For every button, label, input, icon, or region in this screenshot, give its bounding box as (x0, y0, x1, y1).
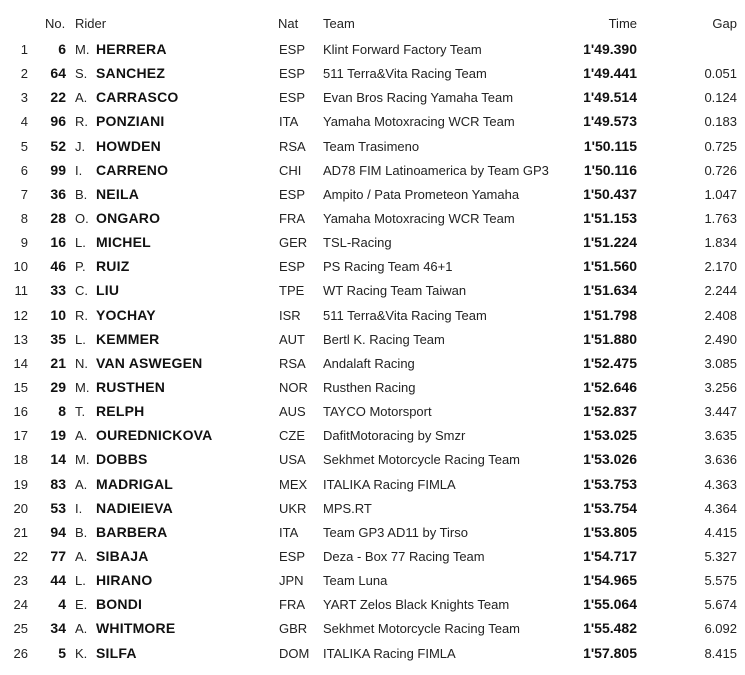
rider-initial: R. (75, 114, 88, 130)
rider-number: 77 (50, 547, 66, 564)
rider-surname: BONDI (96, 596, 143, 613)
nationality-cell: FRA (279, 210, 305, 226)
rider-initial: K. (75, 645, 88, 661)
gap-cell: 4.363 (704, 476, 737, 492)
team-cell: TAYCO Motorsport (323, 404, 432, 420)
gap-cell: 0.124 (704, 90, 737, 106)
team-cell: Yamaha Motoxracing WCR Team (323, 114, 515, 130)
lap-time: 1'50.115 (583, 137, 637, 154)
team-cell: DafitMotoracing by Smzr (323, 428, 466, 444)
gap-cell: 2.170 (704, 259, 737, 275)
rider-surname: KEMMER (96, 330, 160, 347)
lap-time: 1'55.482 (583, 620, 637, 637)
table-row (0, 62, 745, 86)
gap-cell: 1.834 (704, 235, 737, 251)
position-cell: 9 (20, 235, 28, 251)
rider-surname: ONGARO (96, 209, 161, 226)
rider-surname: YOCHAY (96, 306, 156, 323)
rider-initial: M. (75, 452, 90, 468)
gap-cell: 6.092 (704, 621, 737, 637)
rider-initial: S. (75, 66, 88, 82)
lap-time: 1'57.805 (583, 644, 637, 661)
gap-cell: 0.726 (704, 162, 737, 178)
header-nat: Nat (278, 16, 299, 31)
rider-initial: A. (75, 476, 88, 492)
team-cell: Rusthen Racing (323, 379, 416, 395)
team-cell: Team Trasimeno (323, 138, 420, 154)
gap-cell: 0.725 (704, 138, 737, 154)
lap-time: 1'49.573 (583, 113, 637, 130)
lap-time: 1'53.805 (583, 523, 637, 540)
table-row (0, 135, 745, 159)
rider-number: 33 (50, 282, 66, 299)
table-row (0, 328, 745, 352)
team-cell: Evan Bros Racing Yamaha Team (323, 90, 514, 106)
rider-initial: L. (75, 573, 86, 589)
lap-time: 1'53.026 (583, 451, 637, 468)
lap-time: 1'54.717 (583, 547, 637, 564)
position-cell: 17 (13, 428, 28, 444)
lap-time: 1'53.754 (583, 499, 637, 516)
lap-time: 1'53.025 (583, 427, 637, 444)
rider-number: 21 (50, 354, 66, 371)
table-row (0, 279, 745, 303)
table-row (0, 38, 745, 62)
position-cell: 8 (20, 210, 28, 226)
table-row (0, 642, 745, 666)
position-cell: 24 (13, 597, 28, 613)
rider-initial: A. (75, 90, 88, 106)
rider-number: 96 (50, 113, 66, 130)
rider-surname: PONZIANI (96, 113, 165, 130)
position-cell: 20 (13, 500, 28, 516)
position-cell: 26 (13, 645, 28, 661)
team-cell: 511 Terra&Vita Racing Team (323, 66, 487, 82)
position-cell: 13 (13, 331, 28, 347)
position-cell: 16 (13, 404, 28, 420)
header-no: No. (45, 16, 66, 31)
rider-initial: N. (75, 355, 88, 371)
rider-surname: VAN ASWEGEN (96, 354, 203, 371)
rider-surname: HERRERA (96, 41, 167, 57)
table-row (0, 183, 745, 207)
rider-initial: I. (75, 162, 83, 178)
rider-number: 94 (50, 523, 66, 540)
table-row (0, 497, 745, 521)
gap-cell: 2.490 (704, 331, 737, 347)
rider-number: 64 (50, 65, 66, 82)
lap-time: 1'50.116 (583, 161, 637, 178)
rider-number: 5 (58, 644, 66, 661)
team-cell: Deza - Box 77 Racing Team (323, 548, 485, 564)
team-cell: ITALIKA Racing FIMLA (323, 645, 456, 661)
rider-surname: SILFA (96, 644, 137, 661)
table-row (0, 231, 745, 255)
rider-number: 6 (58, 41, 66, 57)
nationality-cell: ESP (279, 548, 306, 564)
lap-time: 1'54.965 (583, 572, 637, 589)
gap-cell: 4.415 (704, 524, 737, 540)
lap-time: 1'52.646 (583, 378, 637, 395)
rider-initial: O. (75, 210, 89, 226)
lap-time: 1'51.798 (583, 306, 637, 323)
rider-surname: WHITMORE (96, 620, 176, 637)
table-row (0, 569, 745, 593)
nationality-cell: UKR (279, 500, 307, 516)
gap-cell: 2.408 (704, 307, 737, 323)
team-cell: AD78 FIM Latinoamerica by Team GP3 (323, 162, 549, 178)
rider-surname: BARBERA (96, 523, 168, 540)
team-cell: ITALIKA Racing FIMLA (323, 476, 456, 492)
nationality-cell: JPN (279, 573, 304, 589)
rider-surname: HIRANO (96, 572, 153, 589)
table-row (0, 448, 745, 472)
header-rider: Rider (75, 16, 107, 31)
lap-time: 1'51.634 (583, 282, 637, 299)
rider-surname: MICHEL (96, 234, 151, 251)
gap-cell: 5.327 (704, 548, 737, 564)
team-cell: TSL-Racing (323, 235, 392, 251)
rider-surname: NADIEIEVA (96, 499, 173, 516)
nationality-cell: NOR (279, 379, 308, 395)
nationality-cell: USA (279, 452, 306, 468)
nationality-cell: AUS (279, 404, 306, 420)
rider-number: 10 (50, 306, 66, 323)
header-team: Team (323, 16, 355, 31)
rider-number: 28 (50, 209, 66, 226)
team-cell: Sekhmet Motorcycle Racing Team (323, 452, 521, 468)
rider-number: 4 (58, 596, 66, 613)
rider-number: 44 (50, 572, 66, 589)
nationality-cell: GER (279, 235, 308, 251)
gap-cell: 1.763 (704, 210, 737, 226)
rider-surname: RUIZ (96, 258, 130, 275)
nationality-cell: DOM (279, 645, 310, 661)
position-cell: 18 (13, 452, 28, 468)
lap-time: 1'50.437 (583, 185, 637, 202)
position-cell: 3 (20, 90, 28, 106)
nationality-cell: ESP (279, 42, 306, 57)
rider-surname: LIU (96, 282, 120, 299)
position-cell: 21 (13, 524, 28, 540)
gap-cell: 4.364 (704, 500, 737, 516)
rider-number: 8 (58, 403, 66, 420)
nationality-cell: ESP (279, 90, 306, 106)
rider-number: 46 (50, 258, 66, 275)
gap-cell: 1.047 (704, 186, 737, 202)
rider-initial: T. (75, 404, 86, 420)
table-header (0, 14, 745, 34)
gap-cell: 2.244 (704, 283, 737, 299)
table-row (0, 617, 745, 641)
team-cell: Klint Forward Factory Team (323, 42, 482, 57)
position-cell: 12 (13, 307, 28, 323)
table-row (0, 159, 745, 183)
gap-cell: 3.635 (704, 428, 737, 444)
team-cell: Sekhmet Motorcycle Racing Team (323, 621, 521, 637)
table-row (0, 207, 745, 231)
lap-time: 1'53.753 (583, 475, 637, 492)
rider-number: 35 (50, 330, 66, 347)
rider-initial: I. (75, 500, 83, 516)
table-row (0, 376, 745, 400)
position-cell: 15 (13, 379, 28, 395)
rider-surname: OUREDNICKOVA (96, 427, 213, 444)
nationality-cell: GBR (279, 621, 308, 637)
rider-initial: J. (75, 138, 86, 154)
rider-surname: SIBAJA (96, 547, 149, 564)
rider-number: 99 (50, 161, 66, 178)
rider-initial: P. (75, 259, 86, 275)
table-row (0, 304, 745, 328)
nationality-cell: CZE (279, 428, 305, 444)
position-cell: 23 (13, 573, 28, 589)
nationality-cell: MEX (279, 476, 308, 492)
table-row (0, 110, 745, 134)
team-cell: Team GP3 AD11 by Tirso (323, 524, 468, 540)
lap-time: 1'52.837 (583, 403, 637, 420)
rider-surname: RELPH (96, 403, 145, 420)
rider-number: 53 (50, 499, 66, 516)
rider-surname: MADRIGAL (96, 475, 174, 492)
header-gap: Gap (712, 16, 737, 31)
rider-surname: SANCHEZ (96, 65, 166, 82)
position-cell: 25 (13, 621, 28, 637)
position-cell: 11 (14, 283, 28, 299)
rider-surname: NEILA (96, 185, 139, 202)
rider-initial: B. (75, 524, 88, 540)
position-cell: 19 (13, 476, 28, 492)
gap-cell: 8.415 (704, 645, 737, 661)
rider-number: 16 (50, 234, 66, 251)
gap-cell: 3.447 (704, 404, 737, 420)
nationality-cell: TPE (279, 283, 305, 299)
lap-time: 1'55.064 (583, 596, 637, 613)
team-cell: YART Zelos Black Knights Team (323, 597, 510, 613)
lap-time: 1'52.475 (583, 354, 637, 371)
position-cell: 4 (20, 114, 28, 130)
nationality-cell: RSA (279, 138, 306, 154)
rider-initial: L. (75, 331, 86, 347)
rider-surname: HOWDEN (96, 137, 161, 154)
table-row (0, 545, 745, 569)
team-cell: MPS.RT (323, 500, 372, 516)
lap-time: 1'51.560 (583, 258, 637, 275)
team-cell: Yamaha Motoxracing WCR Team (323, 210, 515, 226)
table-row (0, 473, 745, 497)
nationality-cell: ITA (279, 114, 299, 130)
rider-initial: M. (75, 379, 90, 395)
results-table (0, 38, 745, 666)
table-row (0, 86, 745, 110)
rider-initial: C. (75, 283, 88, 299)
table-row (0, 521, 745, 545)
rider-number: 22 (50, 89, 66, 106)
rider-surname: CARRASCO (96, 89, 179, 106)
position-cell: 14 (13, 355, 28, 371)
lap-time: 1'49.390 (583, 41, 637, 57)
nationality-cell: CHI (279, 162, 302, 178)
rider-surname: RUSTHEN (96, 378, 166, 395)
gap-cell: 3.256 (704, 379, 737, 395)
lap-time: 1'51.880 (583, 330, 637, 347)
rider-number: 52 (50, 137, 66, 154)
nationality-cell: ISR (279, 307, 301, 323)
position-cell: 6 (20, 162, 28, 178)
table-row (0, 424, 745, 448)
nationality-cell: RSA (279, 355, 306, 371)
team-cell: WT Racing Team Taiwan (323, 283, 467, 299)
rider-surname: DOBBS (96, 451, 148, 468)
position-cell: 5 (20, 138, 28, 154)
rider-number: 19 (50, 427, 66, 444)
lap-time: 1'49.441 (583, 65, 637, 82)
rider-number: 83 (50, 475, 66, 492)
table-row (0, 352, 745, 376)
nationality-cell: AUT (279, 331, 305, 347)
team-cell: PS Racing Team 46+1 (323, 259, 453, 275)
rider-initial: E. (75, 597, 88, 613)
team-cell: Andalaft Racing (323, 355, 415, 371)
rider-initial: M. (75, 42, 90, 57)
rider-initial: L. (75, 235, 86, 251)
rider-initial: A. (75, 428, 88, 444)
rider-surname: CARRENO (96, 161, 169, 178)
nationality-cell: ESP (279, 259, 306, 275)
lap-time: 1'51.224 (583, 234, 637, 251)
rider-initial: A. (75, 621, 88, 637)
rider-initial: R. (75, 307, 88, 323)
gap-cell: 5.674 (704, 597, 737, 613)
nationality-cell: ITA (279, 524, 299, 540)
rider-number: 34 (50, 620, 66, 637)
lap-time: 1'49.514 (583, 89, 637, 106)
table-row (0, 400, 745, 424)
position-cell: 2 (20, 66, 28, 82)
rider-initial: A. (75, 548, 88, 564)
nationality-cell: ESP (279, 186, 306, 202)
team-cell: Ampito / Pata Prometeon Yamaha (323, 186, 520, 202)
rider-number: 29 (50, 378, 66, 395)
header-time: Time (608, 16, 637, 31)
nationality-cell: FRA (279, 597, 305, 613)
gap-cell: 5.575 (704, 573, 737, 589)
position-cell: 7 (20, 186, 28, 202)
team-cell: Team Luna (323, 573, 388, 589)
lap-time: 1'51.153 (583, 209, 637, 226)
position-cell: 22 (13, 548, 28, 564)
rider-initial: B. (75, 186, 88, 202)
position-cell: 10 (13, 259, 28, 275)
position-cell: 1 (20, 42, 28, 57)
gap-cell: 0.051 (704, 66, 737, 82)
table-row (0, 593, 745, 617)
gap-cell: 3.636 (704, 452, 737, 468)
rider-number: 14 (50, 451, 66, 468)
gap-cell: 0.183 (704, 114, 737, 130)
team-cell: Bertl K. Racing Team (323, 331, 445, 347)
gap-cell: 3.085 (704, 355, 737, 371)
table-row (0, 255, 745, 279)
nationality-cell: ESP (279, 66, 306, 82)
team-cell: 511 Terra&Vita Racing Team (323, 307, 487, 323)
rider-number: 36 (50, 185, 66, 202)
